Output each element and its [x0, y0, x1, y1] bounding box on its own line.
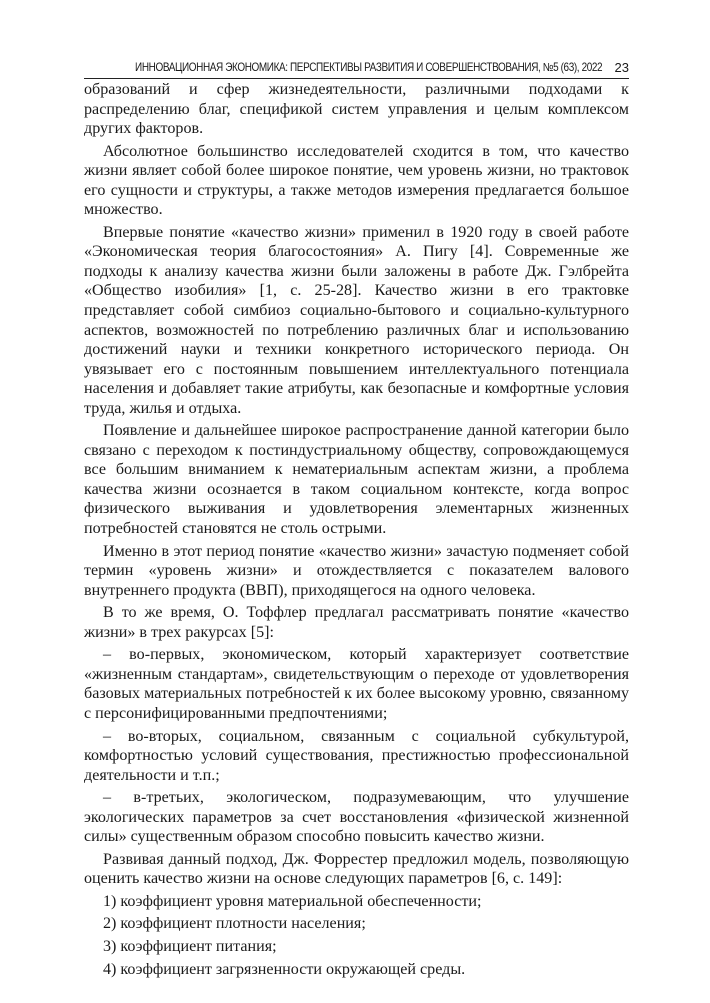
numbered-list-item: 1) коэффициент уровня материальной обеспеченности;: [103, 892, 482, 910]
paragraph: Впервые понятие «качество жизни» применил в 1920 году в своей работе «Экономическая теория благосостояния» А. Пигу [4]. Современные же подходы к анализу качества жизни были заложены в работе Дж. Гэлбрейта «Общество изобилия» [1, с. 25-28]. Качество жизни в его трактовке представляет собой симбиоз социально-бытового и социально-культурного аспектов, возможностей по потреблению различных благ и использованию достижений науки и техники конкретного исторического периода. Он увязывает его с постоянным повышением интеллектуального потенциала населения и добавляет такие атрибуты, как безопасные и комфортные условия труда, жилья и отдыха.: [84, 223, 629, 417]
paragraph: Абсолютное большинство исследователей сходится в том, что качество жизни являет собой более широкое понятие, чем уровень жизни, но трактовок его сущности и структуры, а также методов измерения предлагается большое множество.: [84, 142, 629, 219]
numbered-list-item: 3) коэффициент питания;: [103, 937, 277, 955]
dash-list-item: – во-вторых, социальном, связанным с социальной субкультурой, комфортностью условий существования, престижностью профессиональной деятельности и т.п.;: [84, 727, 629, 784]
dash-list-item: – в-третьих, экологическом, подразумевающим, что улучшение экологических параметров за счет восстановления «физической жизненной силы» существенным образом способно повысить качество жизни.: [84, 789, 629, 846]
numbered-list-item: 2) коэффициент плотности населения;: [103, 915, 366, 933]
numbered-list-item: 4) коэффициент загрязненности окружающей среды.: [103, 960, 466, 978]
article-body: [84, 80, 629, 982]
paragraph: Появление и дальнейшее широкое распространение данной категории было связано с переходом к постиндустриальному обществу, сопровождающемуся все большим вниманием к нематериальным аспектам жизни, а проблема качества жизни осознается в таком социальном контексте, когда вопрос физического выживания и удовлетворения элементарных жизненных потребностей становятся не столь острыми.: [84, 422, 629, 538]
paragraph: образований и сфер жизнедеятельности, различными подходами к распределению благ, спецификой систем управления и целым комплексом других факторов.: [84, 81, 629, 138]
paragraph: Развивая данный подход, Дж. Форрестер предложил модель, позволяющую оценить качество жизни на основе следующих параметров [6, с. 149]:: [84, 850, 629, 888]
running-header: [84, 56, 629, 79]
paragraph: Именно в этот период понятие «качество жизни» зачастую подменяет собой термин «уровень жизни» и отождествляется с показателем валового внутреннего продукта (ВВП), приходящегося на одного человека.: [84, 542, 629, 599]
page-number: 23: [614, 60, 629, 75]
journal-title: ИННОВАЦИОННАЯ ЭКОНОМИКА: ПЕРСПЕКТИВЫ РАЗВИТИЯ И СОВЕРШЕНСТВОВАНИЯ, №5 (63), 2022: [135, 61, 603, 74]
dash-list-item: – во-первых, экономическом, который характеризует соответствие «жизненным стандартам», свидетельствующим о переходе от удовлетворения базовых материальных потребностей к их более высокому уровню, связанному с персонифицированными предпочтениями;: [84, 646, 629, 722]
paragraph: В то же время, О. Тоффлер предлагал рассматривать понятие «качество жизни» в трех ракурсах [5]:: [84, 604, 629, 641]
